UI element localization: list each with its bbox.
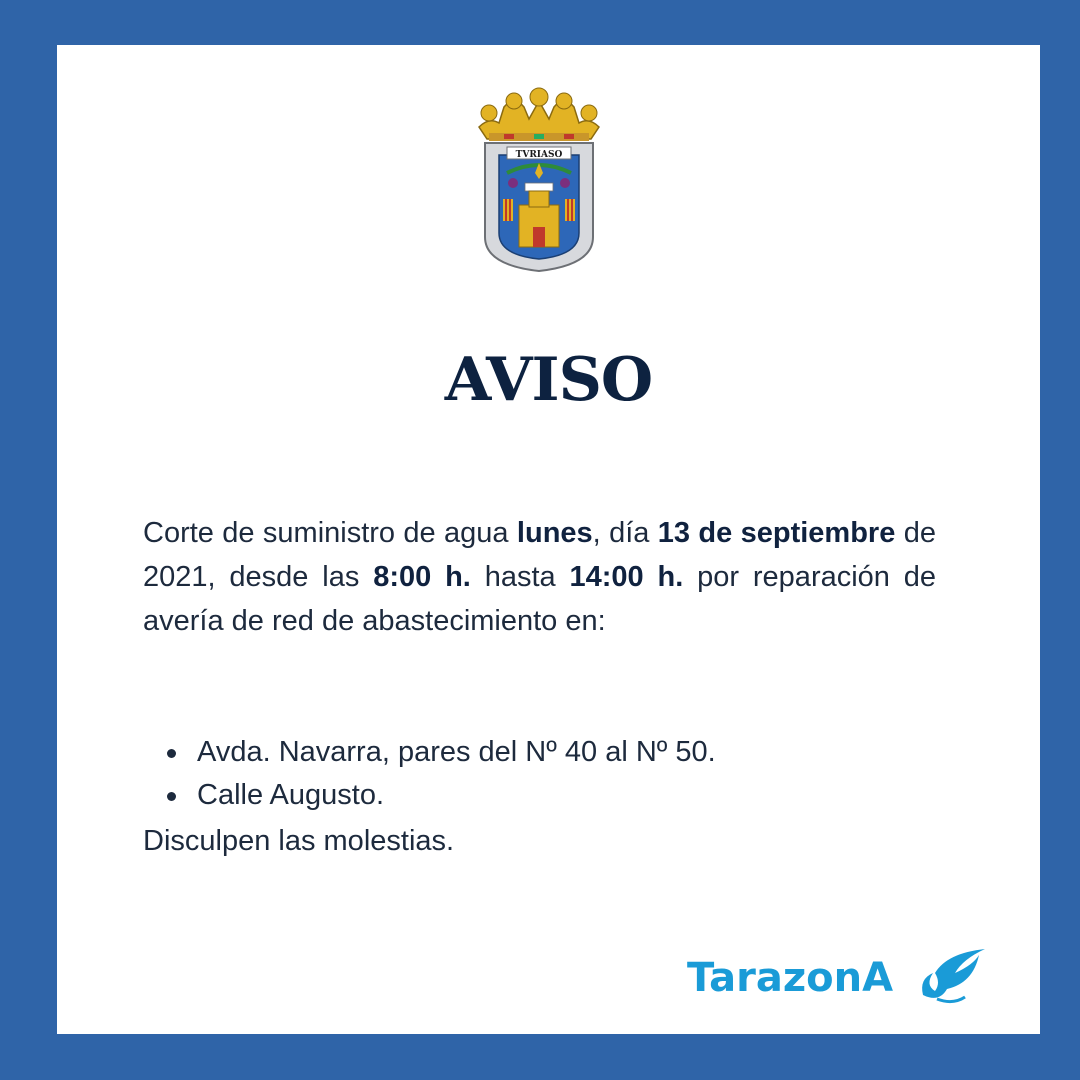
- closing-text: Disculpen las molestias.: [143, 825, 455, 857]
- crown-icon: [479, 88, 599, 141]
- notice-text-5: por reparación de avería de red de abastecimiento en:: [143, 561, 937, 637]
- coat-of-arms-icon: [459, 87, 619, 277]
- street-label: Avda. Navarra, pares del Nº 40 al Nº 50.: [197, 736, 716, 768]
- street-label: Calle Augusto.: [197, 779, 385, 811]
- notice-start-time: 8:00 h.: [373, 561, 471, 593]
- notice-text-3: de 2021, desde las: [143, 517, 936, 593]
- affected-streets-list: [143, 731, 936, 817]
- bullet-icon: [167, 792, 176, 801]
- notice-card: [57, 45, 1040, 1034]
- bullet-icon: [167, 749, 176, 758]
- list-item: [143, 774, 936, 817]
- notice-text-2: , día: [592, 517, 658, 549]
- notice-paragraph: [143, 511, 936, 643]
- notice-text-1: Corte de suministro de agua: [143, 517, 517, 549]
- list-item: [143, 731, 936, 774]
- notice-day: lunes: [516, 517, 593, 549]
- brand-name: TarazonA: [687, 955, 894, 1001]
- tarazona-logo: [687, 943, 987, 1007]
- svg-text:TVRIASO: TVRIASO: [515, 150, 563, 160]
- swirl-icon: [913, 943, 987, 1007]
- page-title: AVISO: [444, 345, 653, 415]
- notice-date: 13 de septiembre: [657, 517, 896, 549]
- notice-end-time: 14:00 h.: [569, 561, 684, 593]
- notice-text-4: hasta: [470, 561, 570, 593]
